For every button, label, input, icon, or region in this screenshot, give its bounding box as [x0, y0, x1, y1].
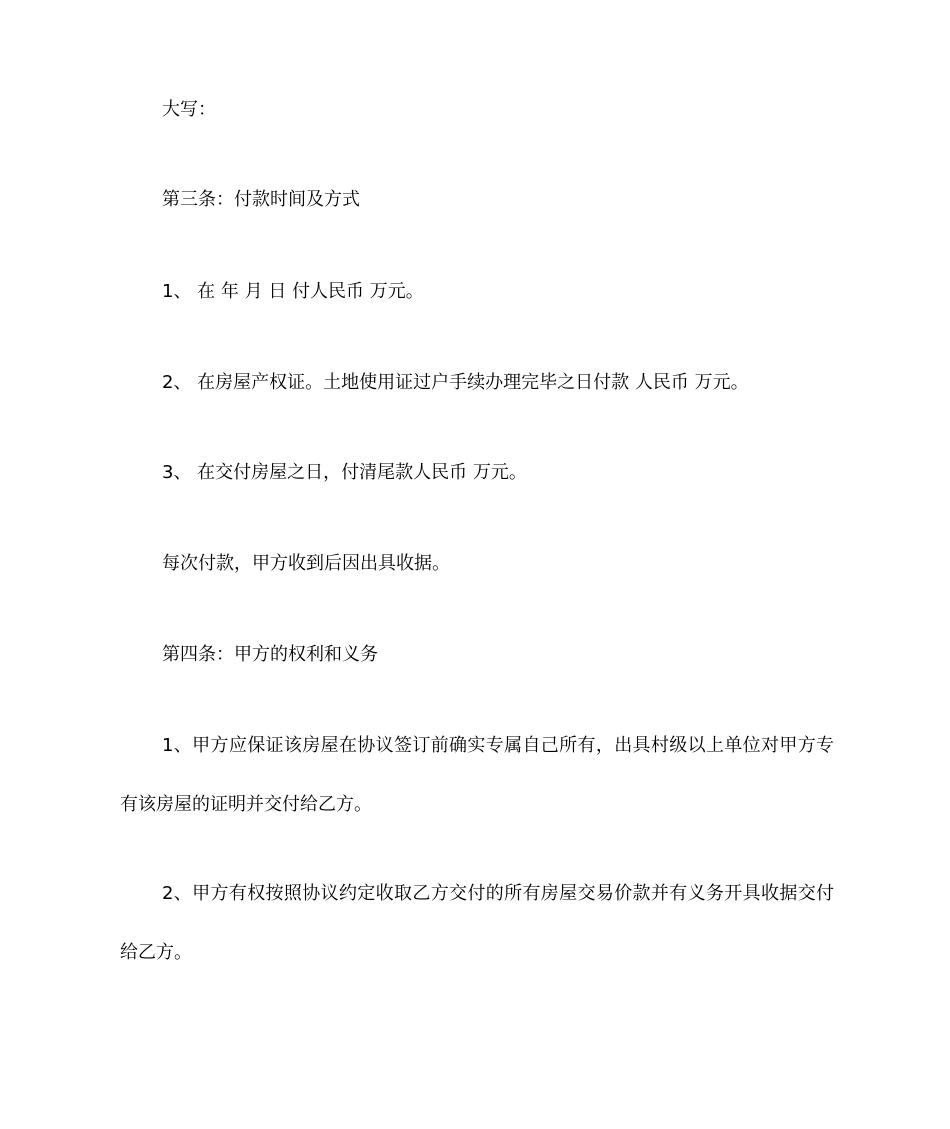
- obligation-2-line-1: 2、甲方有权按照协议约定收取乙方交付的所有房屋交易价款并有义务开具收据交付: [162, 883, 835, 904]
- receipt-note: 每次付款，甲方收到后因出具收据。: [162, 553, 450, 574]
- article-3-heading: 第三条：付款时间及方式: [162, 189, 360, 210]
- amount-in-words-label: 大写：: [162, 99, 216, 120]
- payment-item-3: 3、 在交付房屋之日，付清尾款人民币 万元。: [162, 462, 527, 483]
- payment-item-1: 1、 在 年 月 日 付人民币 万元。: [162, 281, 424, 302]
- payment-item-2: 2、 在房屋产权证。土地使用证过户手续办理完毕之日付款 人民币 万元。: [162, 372, 749, 393]
- obligation-2-line-2: 给乙方。: [120, 942, 192, 963]
- obligation-1-line-2: 有该房屋的证明并交付给乙方。: [120, 794, 372, 815]
- article-4-heading: 第四条：甲方的权利和义务: [162, 644, 378, 665]
- obligation-1-line-1: 1、甲方应保证该房屋在协议签订前确实专属自己所有，出具村级以上单位对甲方专: [162, 735, 835, 756]
